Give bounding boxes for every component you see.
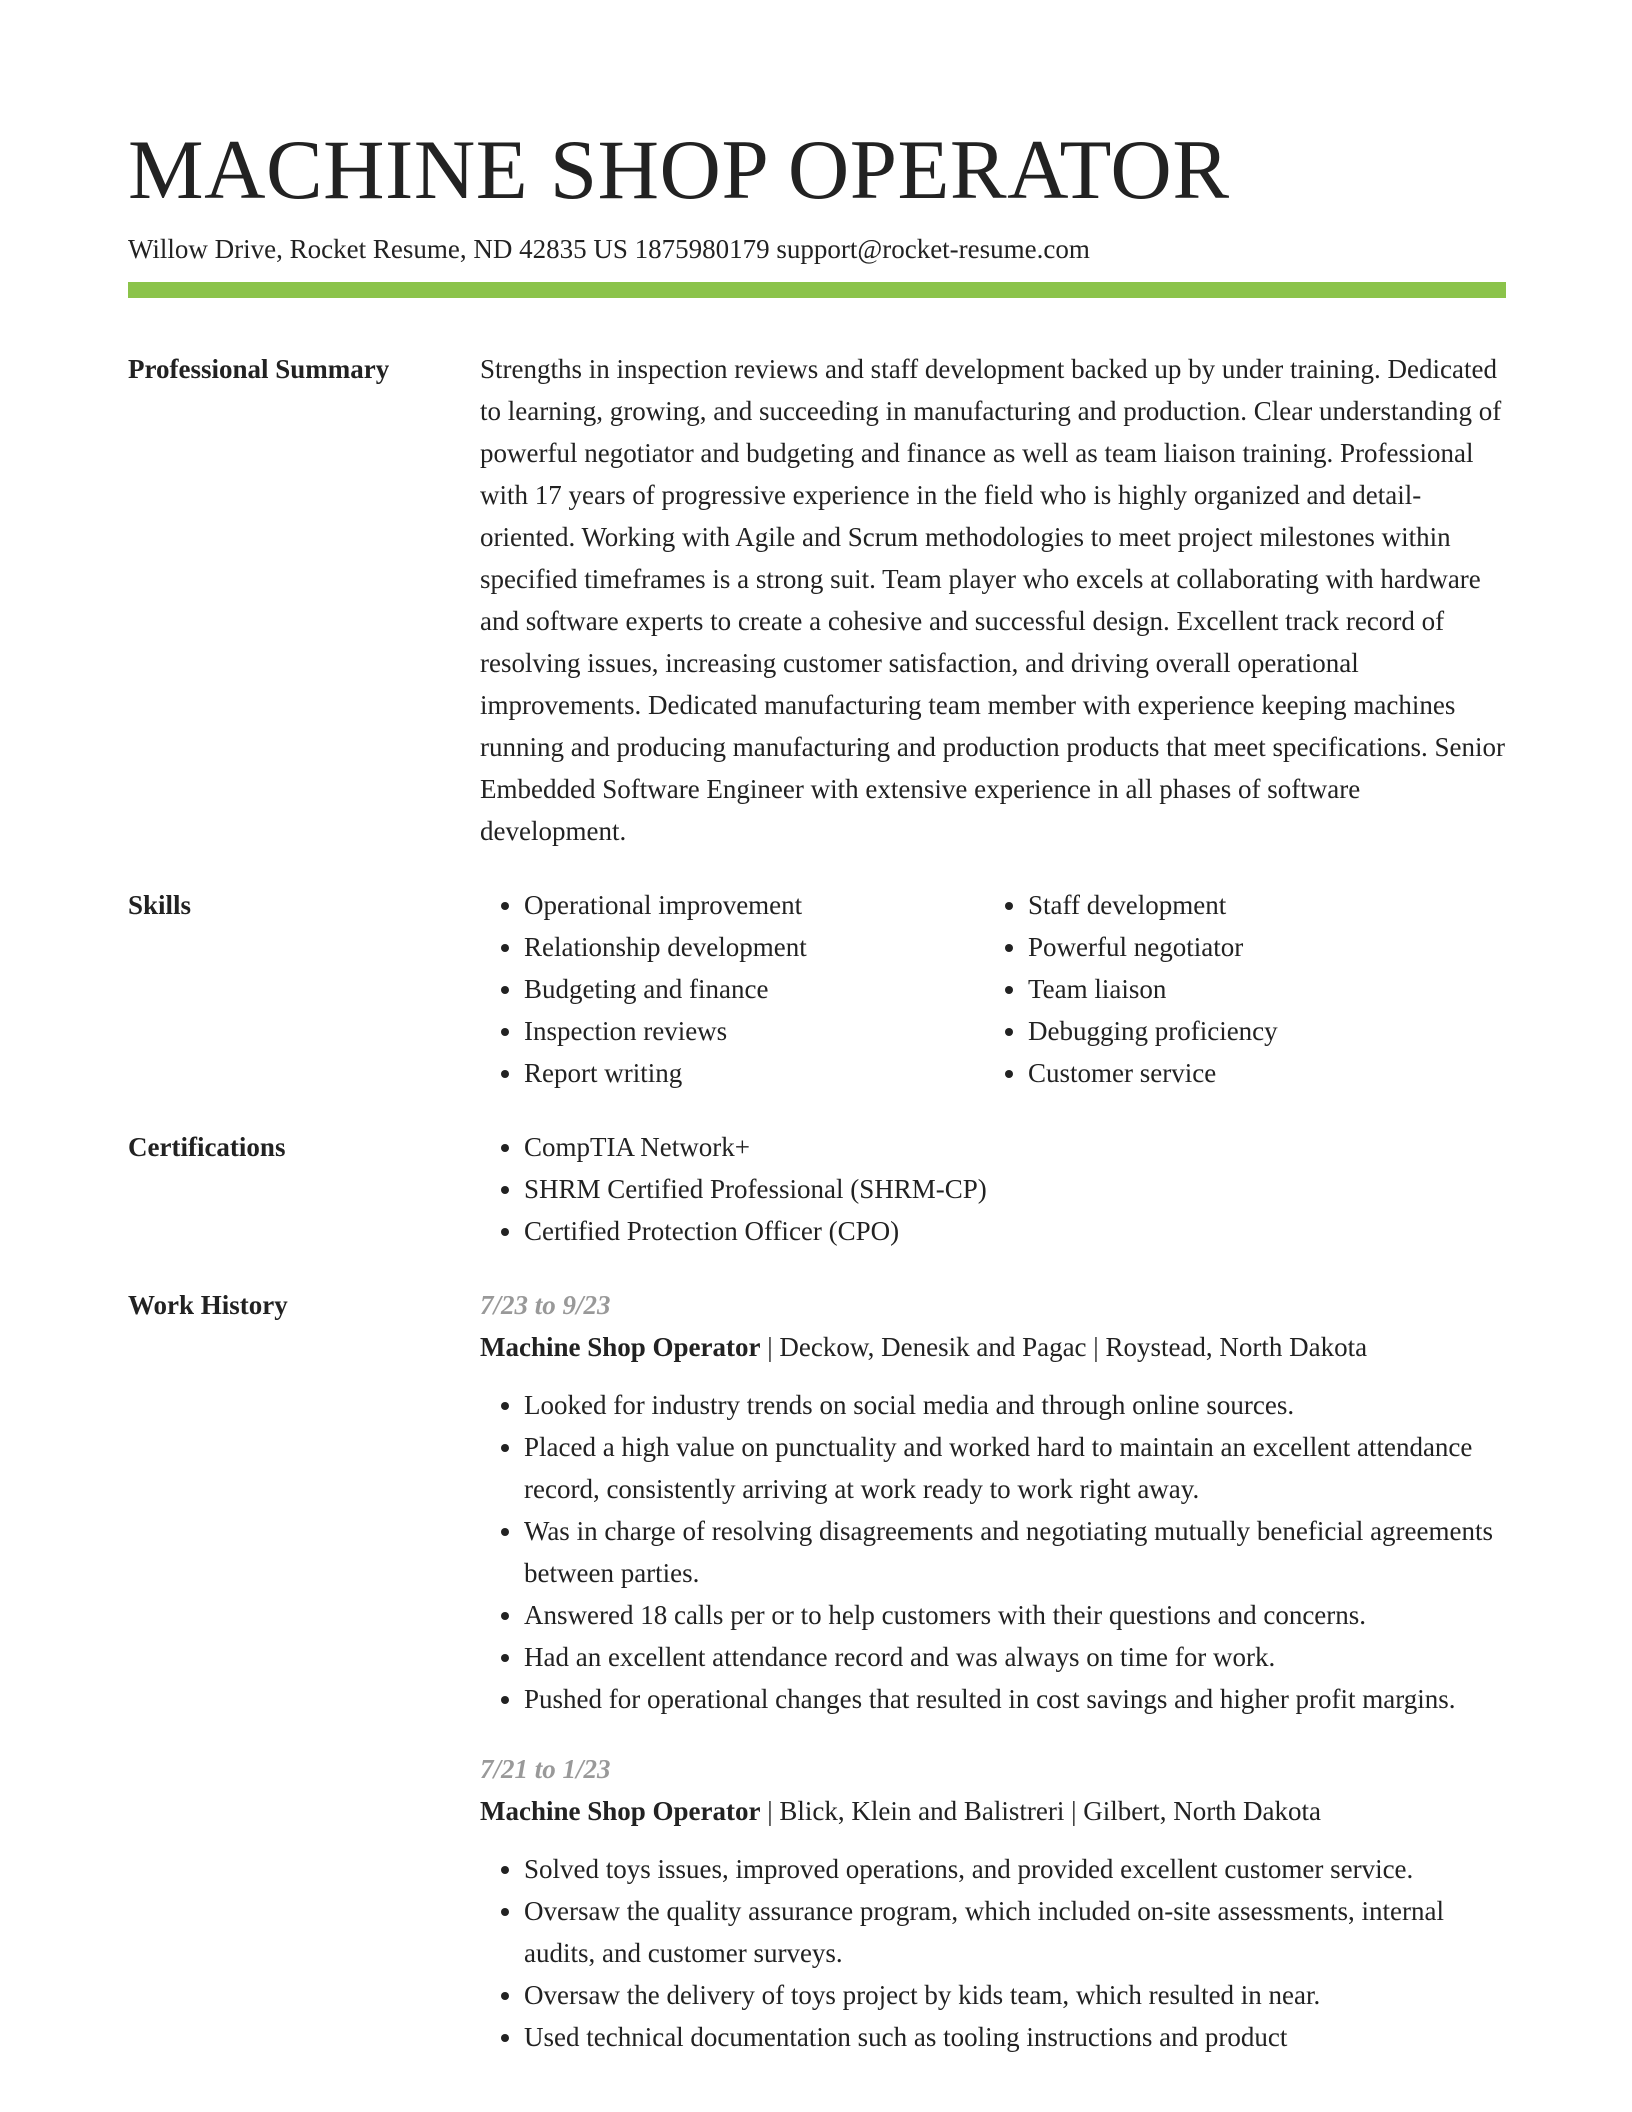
- certifications-section: [128, 1126, 1506, 1252]
- job-dates: 7/23 to 9/23: [480, 1290, 611, 1320]
- contact-address: Willow Drive, Rocket Resume, ND 42835 US: [128, 234, 628, 264]
- job-bullet: • Looked for industry trends on social media and through online sources.: [524, 1384, 1506, 1426]
- job-bullet: • Solved toys issues, improved operations, and provided excellent customer service.: [524, 1848, 1506, 1890]
- certifications-list: [480, 1126, 1506, 1252]
- job-bullet: • Was in charge of resolving disagreements and negotiating mutually beneficial agreements between parties.: [524, 1510, 1506, 1594]
- job-bullet: • Oversaw the delivery of toys project by kids team, which resulted in near.: [524, 1974, 1506, 2016]
- job-bullet: • Oversaw the quality assurance program, which included on-site assessments, internal audits, and customer surveys.: [524, 1890, 1506, 1974]
- skills-list-right: [984, 884, 1488, 1094]
- job-bullet: • Used technical documentation such as tooling instructions and product: [524, 2016, 1506, 2058]
- skill-item: • Budgeting and finance: [524, 968, 984, 1010]
- skill-item: • Customer service: [1028, 1052, 1488, 1094]
- job-bullets: [480, 1848, 1506, 2058]
- summary-text: Strengths in inspection reviews and staff development backed up by under training. Dedicated to learning, growing, and succeeding in manufacturing and production. Clear understanding of powerful negotiator and budgeting and finance as well as team liaison training. Professional with 17 years of progressive experience in the field who is highly organized and detail-oriented. Working with Agile and Scrum methodologies to meet project milestones within specified timeframes is a strong suit. Team player who excels at collaborating with hardware and software experts to create a cohesive and successful design. Excellent track record of resolving issues, increasing customer satisfaction, and driving overall operational improvements. Dedicated manufacturing team member with experience keeping machines running and producing manufacturing and production products that meet specifications. Senior Embedded Software Engineer with extensive experience in all phases of software development.: [480, 354, 1505, 846]
- skills-label: Skills: [128, 890, 192, 920]
- job-title-line: [480, 1790, 1506, 1832]
- summary-section: [128, 348, 1506, 852]
- job-employer-location: | Deckow, Denesik and Pagac | Roystead, North Dakota: [760, 1332, 1368, 1362]
- job-bullet: • Pushed for operational changes that resulted in cost savings and higher profit margins.: [524, 1678, 1506, 1720]
- skill-item: • Staff development: [1028, 884, 1488, 926]
- job-bullet: • Had an excellent attendance record and was always on time for work.: [524, 1636, 1506, 1678]
- contact-email[interactable]: support@rocket-resume.com: [776, 234, 1090, 264]
- skills-list-left: [480, 884, 984, 1094]
- job-dates: 7/21 to 1/23: [480, 1754, 611, 1784]
- skill-item: • Relationship development: [524, 926, 984, 968]
- certifications-label: Certifications: [128, 1132, 286, 1162]
- page-title: MACHINE SHOP OPERATOR: [128, 123, 1230, 217]
- header-divider: [128, 282, 1506, 298]
- skills-section: [128, 884, 1506, 1094]
- skill-item: • Report writing: [524, 1052, 984, 1094]
- certification-item: • Certified Protection Officer (CPO): [524, 1210, 1506, 1252]
- job-bullet: • Placed a high value on punctuality and worked hard to maintain an excellent attendance record, consistently arriving at work ready to work right away.: [524, 1426, 1506, 1510]
- job-title-line: [480, 1326, 1506, 1368]
- job-bullets: [480, 1384, 1506, 1720]
- skill-item: • Debugging proficiency: [1028, 1010, 1488, 1052]
- certification-item: • SHRM Certified Professional (SHRM-CP): [524, 1168, 1506, 1210]
- skill-item: • Operational improvement: [524, 884, 984, 926]
- job-title: Machine Shop Operator: [480, 1332, 761, 1362]
- job-title: Machine Shop Operator: [480, 1796, 761, 1826]
- resume-page: [128, 122, 1506, 2058]
- skill-item: • Powerful negotiator: [1028, 926, 1488, 968]
- work-history-body: [480, 1284, 1506, 2058]
- contact-line: [128, 232, 1506, 266]
- skill-item: • Team liaison: [1028, 968, 1488, 1010]
- job-entry: [480, 1284, 1506, 1720]
- job-bullet: • Answered 18 calls per or to help customers with their questions and concerns.: [524, 1594, 1506, 1636]
- work-history-section: [128, 1284, 1506, 2058]
- certification-item: • CompTIA Network+: [524, 1126, 1506, 1168]
- skill-item: • Inspection reviews: [524, 1010, 984, 1052]
- summary-label: Professional Summary: [128, 354, 390, 384]
- job-employer-location: | Blick, Klein and Balistreri | Gilbert, North Dakota: [760, 1796, 1321, 1826]
- work-history-label: Work History: [128, 1290, 288, 1320]
- job-entry: [480, 1748, 1506, 2058]
- contact-phone: 1875980179: [634, 234, 770, 264]
